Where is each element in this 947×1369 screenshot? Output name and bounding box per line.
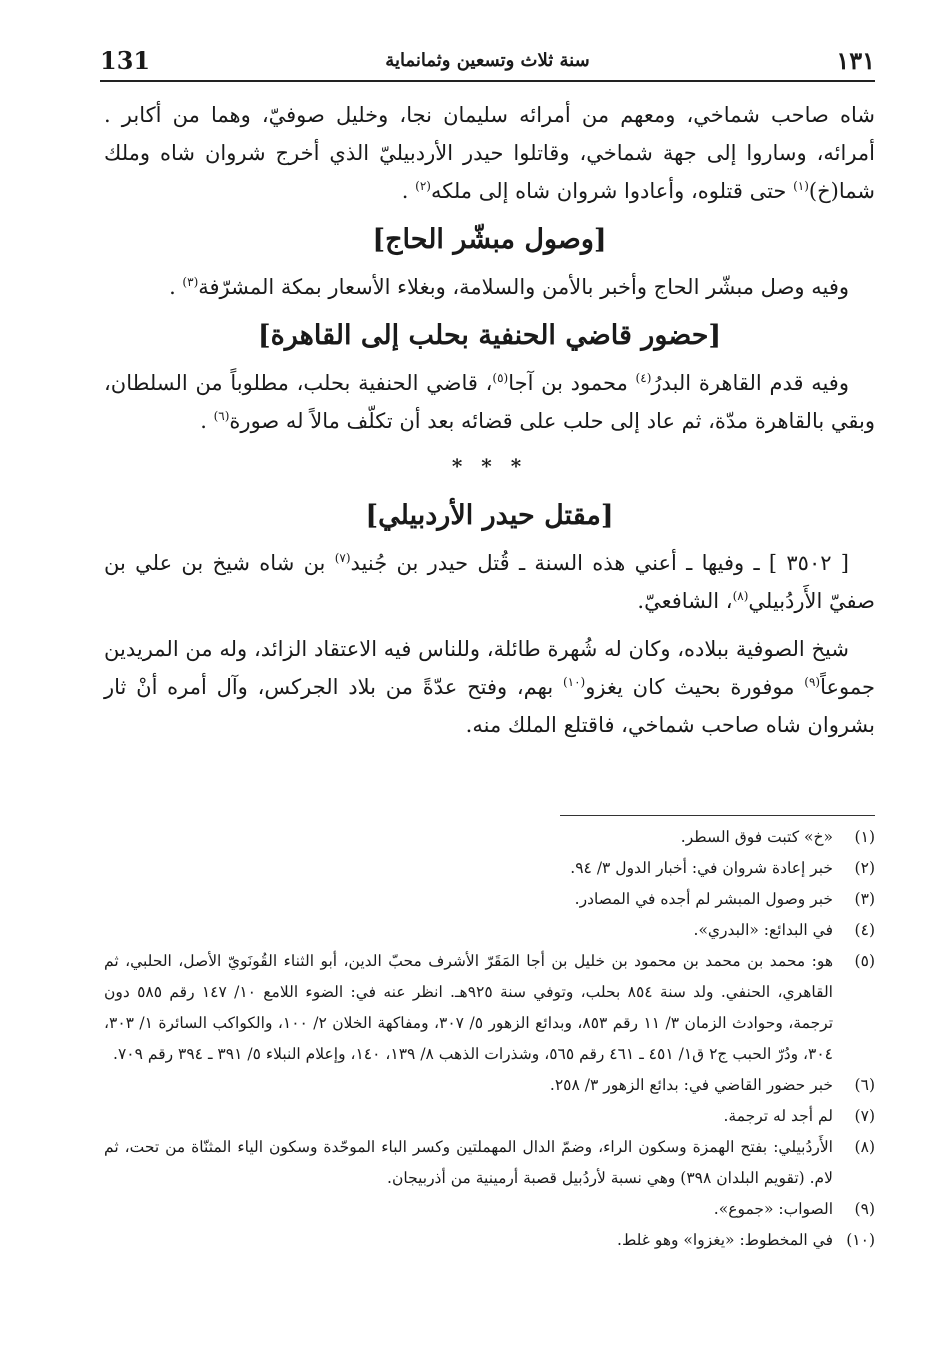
paragraph: شيخ الصوفية ببلاده، وكان له شُهرة طائلة، وللناس فيه الاعتقاد الزائد، وله من المريدين جموعاً$^{(٩)}$ موفورة بحيث كان يغزو$^{(١٠)}$ بهم، وفتح عدّةً من بلاد الجركس، وآل أمره أنْ ثار بشروان شاه صاحب شماخي، فاقتلع الملك منه. bbox=[104, 637, 876, 737]
footnote-text: خبر وصول المبشر لم أجده في المصادر. bbox=[574, 890, 833, 908]
footnote bbox=[104, 1225, 875, 1256]
page-header bbox=[100, 42, 875, 82]
footnotes bbox=[104, 822, 875, 1256]
section-heading: [وصول مبشّر الحاج] bbox=[372, 224, 607, 255]
footnote-ref: (٢) bbox=[415, 179, 431, 193]
footnote-text: الأَردُبيلي: بفتح الهمزة وسكون الراء، وضمّ الدال المهملتين وكسر الباء الموحّدة وسكون الياء المثنّاة من تحت، ثم لام. (تقويم البلدان ٣٩٨) وهي نسبة لأردُبيل قصبة أرمينية من أذربيجان. bbox=[104, 1138, 833, 1187]
paragraph: وفيه وصل مبشّر الحاج وأخبر بالأمن والسلامة، وبغلاء الأسعار بمكة المشرّفة$^{(٣)}$ . bbox=[169, 275, 849, 299]
footnote-number: (١) bbox=[854, 828, 875, 846]
section-heading: [حضور قاضي الحنفية بحلب إلى القاهرة] bbox=[257, 320, 722, 351]
footnote-text: «خ» كتبت فوق السطر. bbox=[680, 828, 833, 846]
footnote bbox=[104, 1101, 875, 1132]
paragraph: [ ٣٥٠٢ ] ـ وفيها ـ أعني هذه السنة ـ قُتل حيدر بن جُنيد$^{(٧)}$ بن شاه شيخ بن علي بن صفيّ الأَردُبيلي$^{(٨)}$، الشافعيّ. bbox=[104, 551, 875, 613]
footnote-number: (٦) bbox=[854, 1076, 875, 1094]
footnote-ref: (١) bbox=[793, 179, 809, 193]
footnote-number: (٨) bbox=[854, 1138, 875, 1156]
footnote-text: خبر حضور القاضي في: بدائع الزهور ٣/ ٢٥٨. bbox=[549, 1076, 833, 1094]
footnote-number: (٣) bbox=[854, 890, 875, 908]
footnote bbox=[104, 1070, 875, 1101]
footnote-ref: (٣) bbox=[182, 275, 199, 289]
section-heading: [مقتل حيدر الأردبيلي] bbox=[365, 500, 614, 531]
footnote-text: لم أجد له ترجمة. bbox=[723, 1107, 833, 1125]
page-number-latin: 131 bbox=[100, 46, 151, 75]
footnote-number: (١٠) bbox=[846, 1231, 875, 1249]
footnote-number: (٤) bbox=[854, 921, 875, 939]
footnote-text: خبر إعادة شروان في: أخبار الدول ٣/ ٩٤. bbox=[570, 859, 833, 877]
paragraph: وفيه قدم القاهرة البدرُ$^{(٤)}$ محمود بن آجا$^{(٥)}$، قاضي الحنفية بحلب، مطلوباً من السلطان، وبقي بالقاهرة مدّة، ثم عاد إلى حلب على قضائه بعد أن تكلّف مالاً له صورة$^{(٦)}$ . bbox=[104, 371, 875, 433]
footnote-number: (٧) bbox=[854, 1107, 875, 1125]
footnote-ref: (٧) bbox=[334, 551, 351, 565]
footnote-ref: (١٠) bbox=[562, 675, 586, 689]
main-text bbox=[104, 96, 875, 744]
footnote-ref: (٩) bbox=[804, 675, 821, 689]
footnote-text: في البدائع: «البدري». bbox=[693, 921, 833, 939]
footnote-divider bbox=[560, 815, 875, 816]
footnote bbox=[104, 884, 875, 915]
footnote-ref: (٥) bbox=[492, 371, 509, 385]
footnote-ref: (٨) bbox=[732, 589, 749, 603]
header-divider bbox=[100, 80, 875, 82]
footnote bbox=[104, 915, 875, 946]
footnote-text: هو: محمد بن محمد بن محمود بن خليل بن أجا المَقَرّ الأشرف محبّ الدين، أبو الثناء القُونَويّ الأصل، الحلبي، ثم القاهري، الحنفي. ولد سنة ٨٥٤ بحلب، وتوفي سنة ٩٢٥هـ. انظر عنه في: الضوء اللامع ١٠/ ١٤٧ رقم ٥٨٥ دون ترجمة، وحوادث الزمان ٣/ ١١ رقم ٨٥٣، وبدائع الزهور ٥/ ٣٠٧، ومفاكهة الخلان ٢/ ١٠٠، والكواكب السائرة ١/ ٣٠٣، ٣٠٤، ودُرّ الحبب ج٢ ق١/ ٤٥١ ـ ٤٦١ رقم ٥٦٥، وشذرات الذهب ٨/ ١٣٩، ١٤٠، وإعلام النبلاء ٥/ ٣٩١ ـ ٣٩٤ رقم ٧٠٩. bbox=[104, 952, 834, 1063]
footnote bbox=[104, 822, 875, 853]
footnote bbox=[104, 946, 875, 1070]
page-number-arabic: ١٣١ bbox=[836, 46, 875, 75]
footnote-text: الصواب: «جموع». bbox=[713, 1200, 833, 1218]
footnote bbox=[104, 1132, 875, 1194]
footnote-number: (٥) bbox=[854, 952, 875, 970]
footnote-ref: (٤) bbox=[635, 371, 652, 385]
footnote-ref: (٦) bbox=[213, 409, 230, 423]
footnote-text: في المخطوط: «يغزوا» وهو غلط. bbox=[617, 1231, 833, 1249]
footnote-number: (٢) bbox=[854, 859, 875, 877]
paragraph: شاه صاحب شماخي، ومعهم من أمرائه سليمان نجا، وخليل صوفيّ، وهما من أكابر . أمرائه، وساروا إلى جهة شماخي، وقاتلوا حيدر الأردبيليّ الذي أخرج شروان شاه وملك شما(خ)$^{(١)}$ حتى قتلوه، وأعادوا شروان شاه إلى ملكه$^{(٢)}$ . bbox=[104, 103, 875, 203]
section-separator: * * * bbox=[451, 454, 528, 478]
footnote bbox=[104, 853, 875, 884]
footnote bbox=[104, 1194, 875, 1225]
running-title: سنة ثلاث وتسعين وثمانماية bbox=[385, 50, 590, 71]
footnote-number: (٩) bbox=[854, 1200, 875, 1218]
